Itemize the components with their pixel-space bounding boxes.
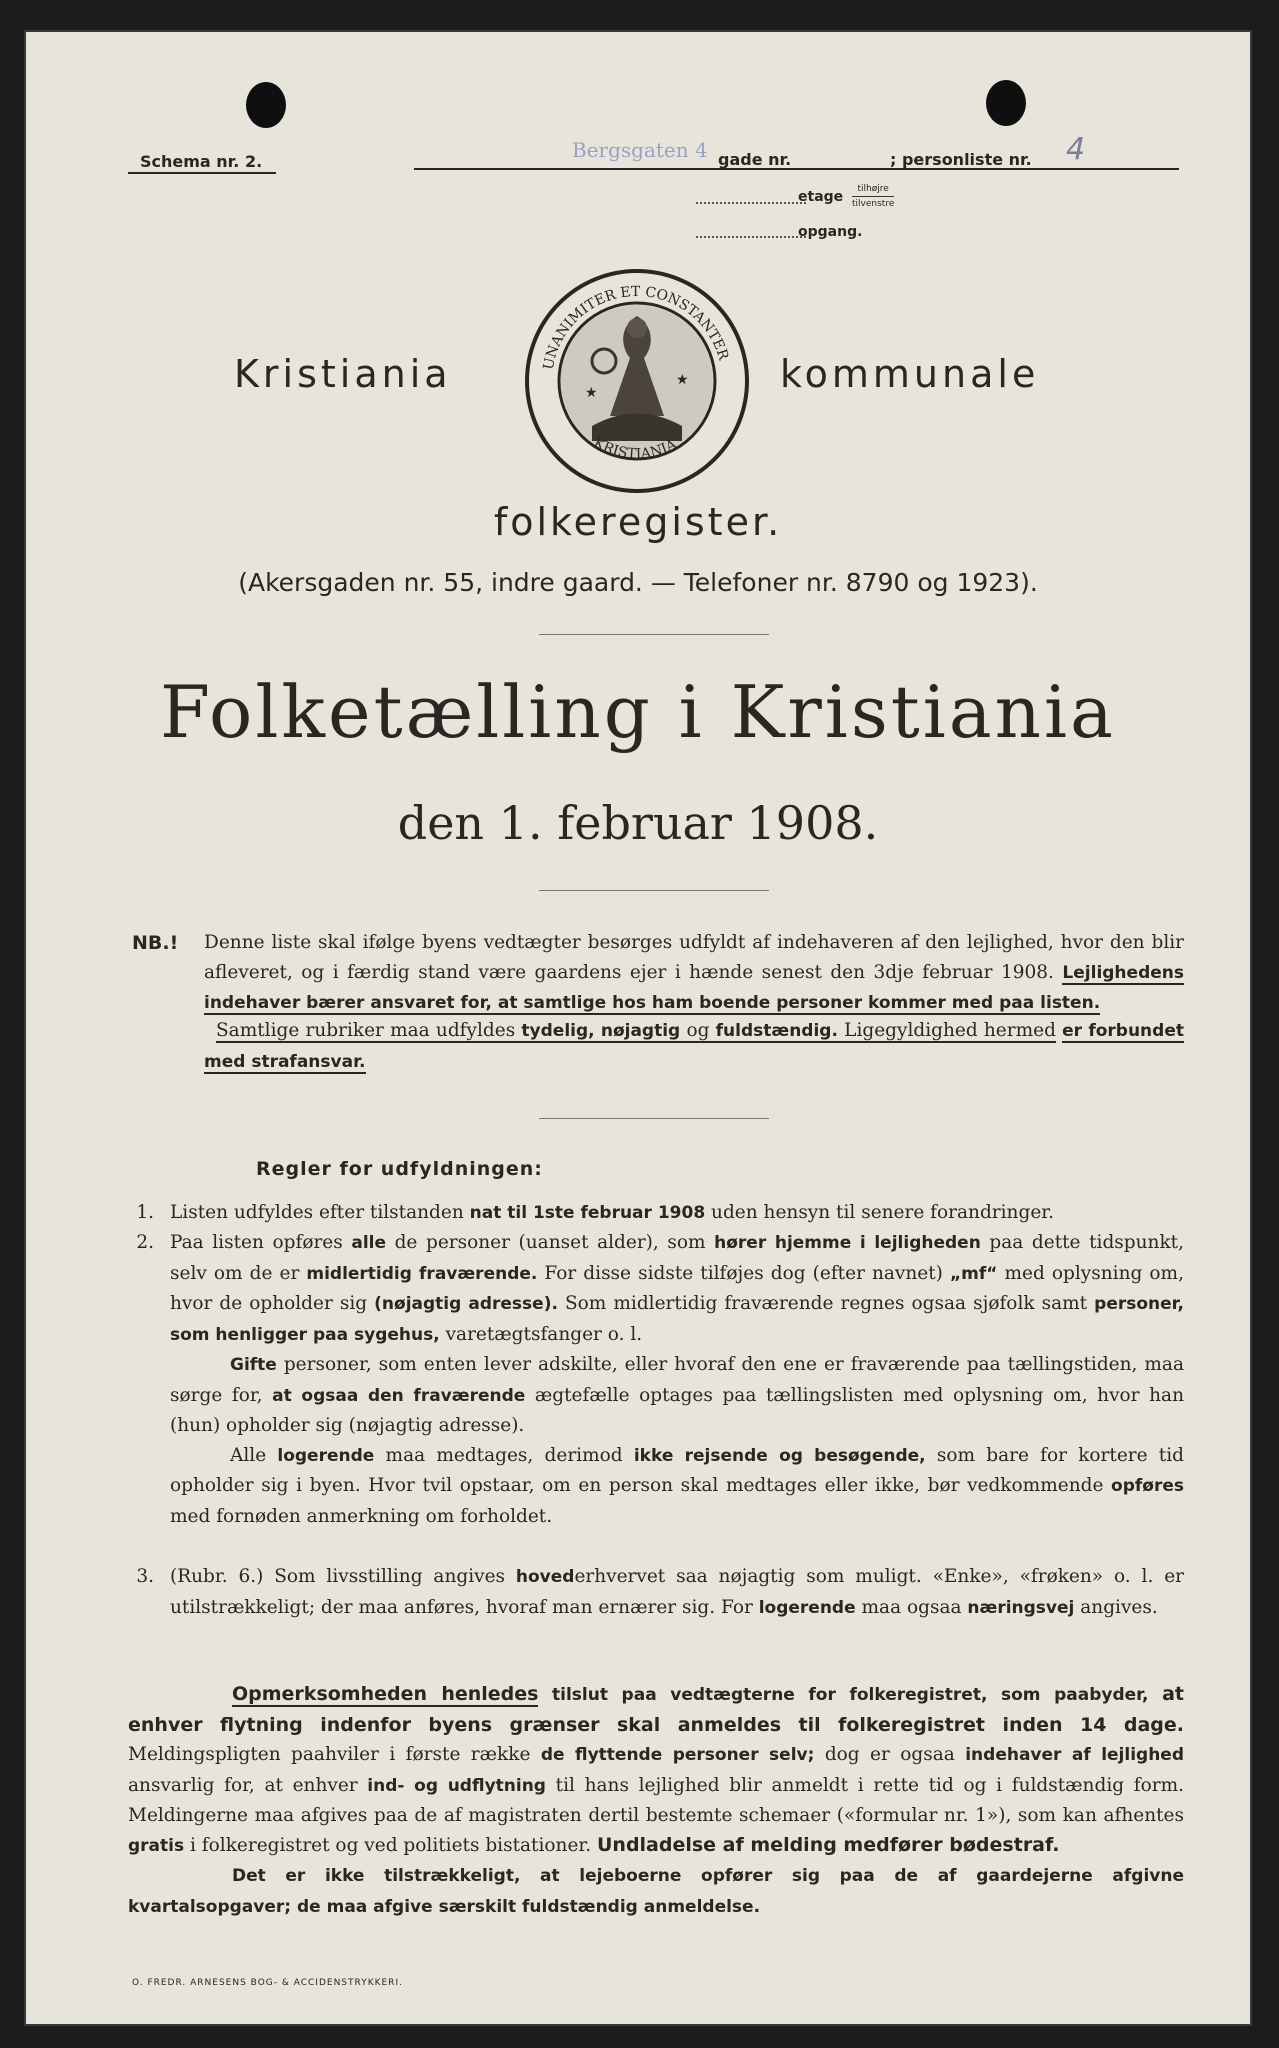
nb-bold-2: tydelig, nøjagtig [521,1021,681,1041]
nb-bold-1: Lejlighedens indehaver bærer ansvaret for, at samtlige hos ham boende personer kommer med paa listen. [204,962,1184,1013]
rule-2-bold-b: hører hjemme i lejligheden [714,1233,981,1253]
attention-final: Det er ikke tilstrækkeligt, at lejeboerne opfører sig paa de af gaardejerne afgivne kvartalsopgaver; de maa afgive særskilt fuldstændig anmeldelse. [128,1866,1184,1917]
rule-2-bold-h: at ogsaa den fraværende [272,1385,526,1406]
rule-1-number: 1. [136,1202,154,1223]
rule-1-bold: nat til 1ste februar 1908 [469,1203,706,1223]
attention-paragraph [128,1680,1184,1922]
separator-3 [539,1118,769,1119]
etage-right: tilhøjre [852,182,894,197]
rule-3-number: 3. [136,1566,154,1587]
nb-text [204,928,1184,1019]
attention-text-2: Meldingspligten paahviler i første række [128,1744,541,1765]
rule-2-text-l: som bare for kortere tid opholder sig i byen. Hvor tvil opstaar, om en person skal medtages eller ikke, bør vedkommende [170,1444,1184,1496]
etage-dots [696,202,806,204]
rule-2 [170,1228,1184,1531]
seal-text: UNANIMITER ET CONSTANTER [540,283,732,372]
rule-2-bold-i: logerende [277,1445,375,1466]
nb-sentence-3: og [680,1020,716,1041]
city-seal-logo [522,266,752,496]
rule-2-text-i: ægtefælle optages paa tællingslisten med oplysning om, hvor han (hun) opholder sig (nøjagtig adresse). [170,1384,1184,1436]
rule-3-bold-b: logerende [758,1597,856,1618]
street-stamp: Bergsgaten 4 [572,138,708,162]
rule-3-text-b: erhvervet saa nøjagtig som muligt. «Enke», «frøken» o. l. er utilstrækkeligt; der maa anføres, hvoraf man ernærer sig. For [170,1566,1184,1618]
rule-2-bold-g: som henligger paa sygehus, [170,1324,440,1345]
punch-hole-left [246,82,286,128]
svg-text:★: ★ [585,385,598,401]
rule-2-text-m: med fornøden anmerkning om forholdet. [170,1505,553,1527]
rule-3-text-c: maa ogsaa [855,1596,968,1618]
attention-text-4: ansvarlig for, at enhver [128,1774,368,1796]
rule-2-text-a: Paa listen opføres [170,1232,352,1253]
rule-1-text: Listen udfyldes efter tilstanden [170,1202,470,1223]
nb-sentence-2: Samtlige rubriker maa udfyldes [216,1020,522,1041]
rule-2-gifte: Gifte [230,1355,277,1375]
rule-3-text-a: (Rubr. 6.) Som livsstilling angives [170,1566,516,1587]
nb-sentence-4: Ligegyldighed hermed [837,1020,1056,1041]
attention-text-3: dog er ogsaa [814,1744,966,1765]
attention-text-6: i folkeregistret og ved politiets bistationer. [184,1834,597,1856]
rule-2-bold-j: ikke rejsende og besøgende, [633,1445,926,1466]
nb-sentence-1: Denne liste skal ifølge byens vedtægter besørges udfyldt af indehaveren af den lejlighed, hvor den blir afleveret, og i færdig stand være gaardens ejer i hænde senest den 3dje februar 1908. [204,932,1184,983]
attention-text-5: til hans lejlighed blir anmeldt i rette tid og i fuldstændig form. Meldingerne maa afgives paa de af magistraten dertil bestemte schemaer («formular nr. 1»), som kan afhentes [128,1774,1184,1826]
rule-2-text-c: paa dette tidspunkt, selv om de er [170,1232,1184,1284]
rule-2-bold-c: midlertidig fraværende. [306,1263,538,1284]
rules-heading: Regler for udfyldningen: [256,1158,543,1180]
attention-bold-2: de flyttende personer selv; [540,1745,815,1765]
rule-3-bold-a: hoved [515,1567,575,1587]
rule-2-text-j: Alle [230,1444,278,1466]
printer-imprint: O. FREDR. ARNESENS BOG- & ACCIDENSTRYKKERI. [132,1978,403,1988]
org-subtitle: folkeregister. [493,500,783,544]
attention-text-1: tilslut paa vedtægterne for folkeregistret, som paabyder, [552,1685,1163,1705]
etage-left: tilvenstre [852,199,895,209]
rule-3-bold-c: næringsvej [967,1597,1075,1618]
separator-1 [539,634,769,635]
rule-2-number: 2. [136,1232,154,1253]
gade-label: gade nr. [718,150,792,169]
header-underline [414,168,1179,170]
rule-2-text-k: maa medtages, derimod [374,1444,634,1466]
schema-underline [128,172,276,174]
page-subtitle: den 1. februar 1908. [397,796,879,850]
punch-hole-right [986,80,1026,126]
rule-2-bold-f: personer, [1094,1294,1185,1314]
nb-text-2 [204,1016,1184,1077]
separator-2 [539,890,769,891]
seal-city: KRISTIANIA [590,434,680,463]
attention-bold-3: indehaver af lejlighed [965,1745,1184,1765]
opgang-dots [696,236,806,238]
nb-bold-4: er forbundet med strafansvar. [204,1021,1184,1072]
document-page [24,30,1252,2026]
office-address: (Akersgaden nr. 55, indre gaard. — Telefoner nr. 8790 og 1923). [238,568,1038,597]
attention-bold-4: ind- og udflytning [367,1775,546,1796]
opgang-label: opgang. [798,224,863,240]
rule-1 [170,1198,1184,1229]
rule-1-text-end: uden hensyn til senere forandringer. [705,1202,1054,1223]
nb-bold-3: fuldstændig. [715,1021,838,1041]
schema-label: Schema nr. 2. [140,152,263,171]
rule-2-bold-e: (nøjagtig adresse). [374,1294,558,1314]
rule-3 [170,1562,1184,1623]
attention-lead: Opmerksomheden henledes [232,1683,539,1705]
rule-2-text-d: For disse sidste tilføjes dog (efter navnet) [537,1262,950,1284]
attention-bold-5: gratis [128,1835,185,1856]
etage-side [852,182,894,211]
rule-2-text-e: med oplysning om, hvor de opholder sig [170,1262,1184,1314]
rule-2-bold-a: alle [351,1233,386,1253]
svg-text:★: ★ [676,372,689,388]
rule-2-text-b: de personer (uanset alder), som [386,1232,715,1253]
rule-2-bold-d: „mf“ [949,1263,998,1284]
attention-bold-6: Undladelse af melding medfører bødestraf. [596,1833,1060,1856]
org-left: Kristiania [234,352,452,396]
personliste-number: 4 [1066,132,1086,167]
rule-2-bold-k: opføres [1111,1476,1184,1496]
attention-bold-1: at enhver flytning indenfor byens grænser skal anmeldes til folkeregistret inden 14 dage. [128,1683,1184,1736]
org-right: kommunale [780,352,1040,396]
rule-2-text-f: Som midlertidig fraværende regnes ogsaa sjøfolk samt [557,1293,1095,1314]
etage-label: etage [798,189,844,205]
personliste-label: ; personliste nr. [890,150,1032,169]
page-title: Folketælling i Kristiania [160,670,1116,754]
rule-2-text-h: personer, som enten lever adskilte, eller hvoraf den ene er fraværende paa tællingstiden, maa sørge for, [170,1354,1184,1406]
nb-label: NB.! [132,932,179,954]
rule-3-text-d: angives. [1074,1596,1158,1618]
rule-2-text-g: varetægtsfanger o. l. [439,1323,643,1345]
